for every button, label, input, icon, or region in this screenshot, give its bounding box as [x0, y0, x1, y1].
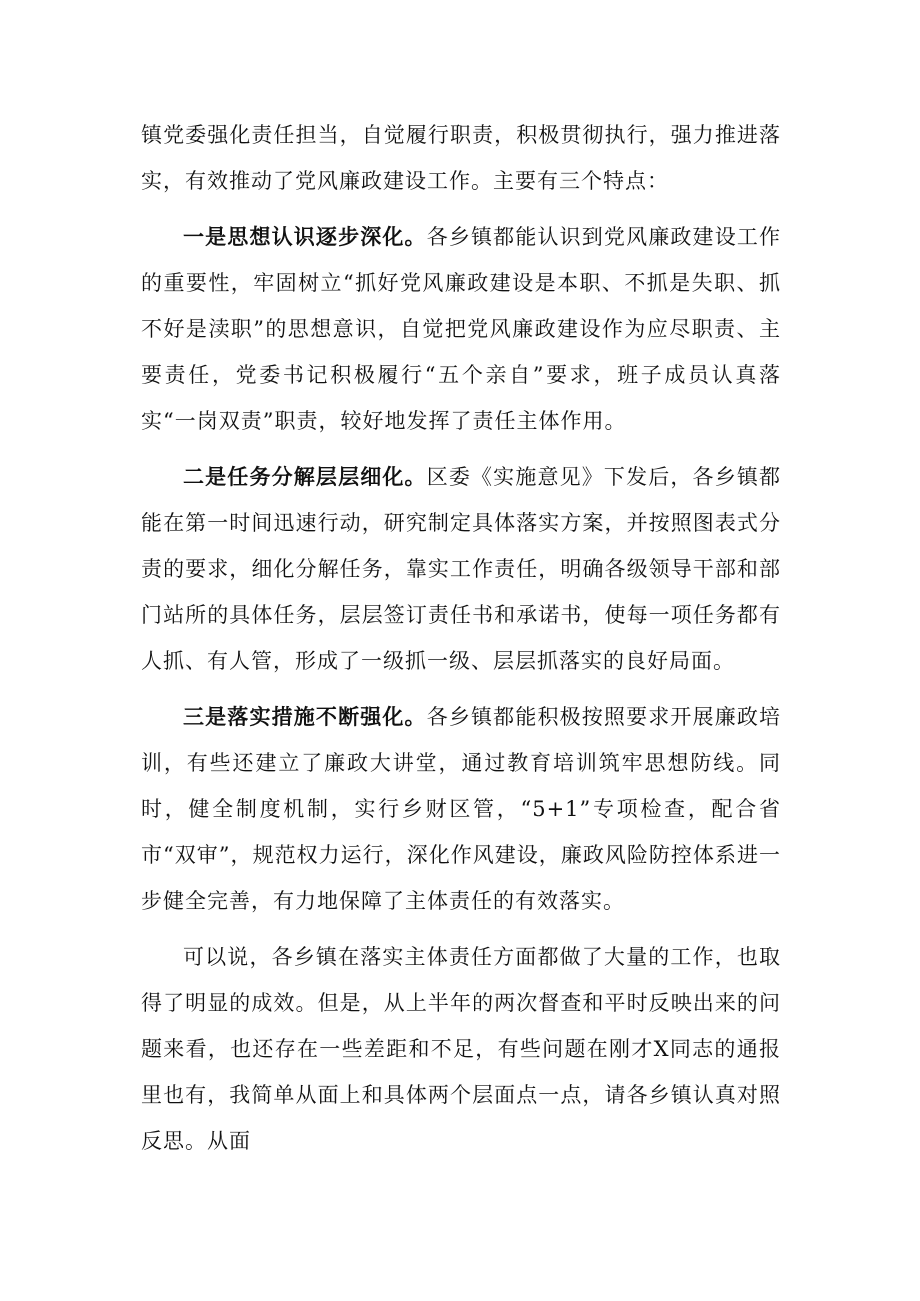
document-body — [141, 112, 781, 1164]
paragraph-lead-heading: 二是任务分解层层细化。 — [183, 464, 427, 489]
paragraph-text: 镇党委强化责任担当，自觉履行职责，积极贯彻执行，强力推进落实，有效推动了党风廉政建设工作。主要有三个特点： — [141, 123, 781, 193]
paragraph-lead-heading: 三是落实措施不断强化。 — [183, 704, 427, 729]
paragraph-text: 可以说，各乡镇在落实主体责任方面都做了大量的工作，也取得了明显的成效。但是，从上半年的两次督查和平时反映出来的问题来看，也还存在一些差距和不足，有些问题在刚才X同志的通报里也有，我简单从面上和具体两个层面点一点，请各乡镇认真对照反思。从面 — [141, 945, 781, 1153]
paragraph-feature-three — [141, 694, 781, 924]
paragraph-summary — [141, 934, 781, 1164]
paragraph-feature-one — [141, 214, 781, 444]
paragraph-feature-two — [141, 454, 781, 684]
paragraph-text: 各乡镇都能积极按照要求开展廉政培训，有些还建立了廉政大讲堂，通过教育培训筑牢思想防线。同时，健全制度机制，实行乡财区管，“5+1”专项检查，配合省市“双审”，规范权力运行，深化作风建设，廉政风险防控体系进一步健全完善，有力地保障了主体责任的有效落实。 — [141, 705, 782, 913]
paragraph-lead-heading: 一是思想认识逐步深化。 — [183, 224, 427, 249]
paragraph-text: 区委《实施意见》下发后，各乡镇都能在第一时间迅速行动，研究制定具体落实方案，并按照图表式分责的要求，细化分解任务，靠实工作责任，明确各级领导干部和部门站所的具体任务，层层签订责任书和承诺书，使每一项任务都有人抓、有人管，形成了一级抓一级、层层抓落实的良好局面。 — [141, 465, 782, 673]
paragraph-text: 各乡镇都能认识到党风廉政建设工作的重要性，牢固树立“抓好党风廉政建设是本职、不抓是失职、抓不好是渎职”的思想意识，自觉把党风廉政建设作为应尽职责、主要责任，党委书记积极履行“五个亲自”要求，班子成员认真落实“一岗双责”职责，较好地发挥了责任主体作用。 — [141, 225, 782, 433]
paragraph-intro-continuation — [141, 112, 781, 204]
